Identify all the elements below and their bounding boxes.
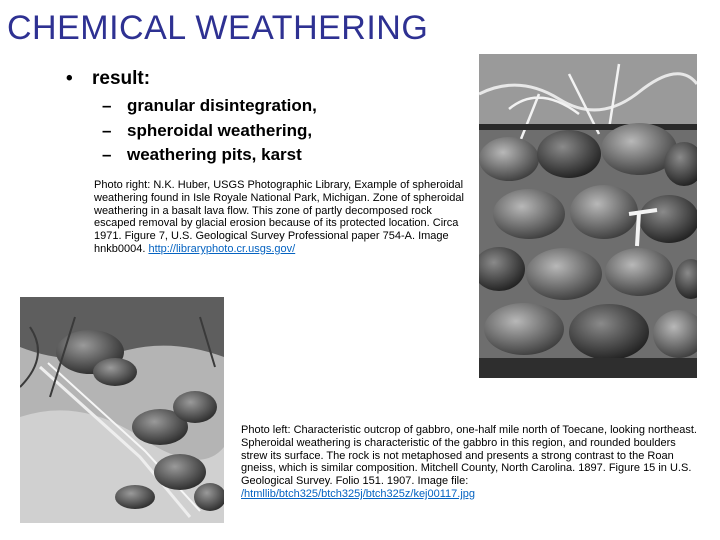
- bullet-result: [66, 68, 150, 90]
- sub-bullet-text: weathering pits, karst: [127, 145, 302, 164]
- caption-text: Photo right: N.K. Huber, USGS Photographic Library, Example of spheroidal weathering found in Isle Royale National Park, Michigan. Zone of spheroidal weathering in a basalt lava flow. This zone of partly decomposed rock escaped removal by glacial erosion because of its protected location. Circa 1971. Figure 7, U.S. Geological Survey Professional paper 754-A. Image hnkb0004.: [94, 179, 464, 255]
- dash-marker: –: [102, 120, 112, 140]
- gabbro-boulders-image: [20, 297, 224, 523]
- image-file-link[interactable]: /htmllib/btch325/btch325j/btch325z/kej00117.jpg: [241, 487, 476, 500]
- photo-left-caption: [241, 424, 701, 501]
- dash-marker: –: [102, 145, 112, 164]
- sub-bullet-item: [102, 145, 317, 170]
- sub-bullet-list: [102, 96, 317, 170]
- bullet-text: result:: [92, 68, 151, 89]
- sub-bullet-text: spheroidal weathering,: [127, 120, 313, 140]
- gabbro-outcrop-photo: [20, 297, 224, 523]
- photo-right-caption: [94, 179, 469, 256]
- basalt-outcrop-image: [479, 54, 697, 378]
- dash-marker: –: [102, 96, 112, 115]
- sub-bullet-item: [102, 121, 317, 146]
- bullet-marker: •: [66, 68, 73, 89]
- slide-title: CHEMICAL WEATHERING: [7, 9, 429, 47]
- spheroidal-weathering-photo: [479, 54, 697, 378]
- usgs-library-link[interactable]: http://libraryphoto.cr.usgs.gov/: [148, 242, 296, 255]
- sub-bullet-item: [102, 96, 317, 121]
- caption-text: Photo left: Characteristic outcrop of gabbro, one-half mile north of Toecane, looking northeast. Spheroidal weathering is characteristic of the gabbro in this region, and rounded boulders strew its surface. The rock is not metaphosed and presents a strong contrast to the Roan gneiss, which is similar composition. Mitchell County, North Carolina. 1897. Figure 15 in U.S. Geological Survey. Folio 151. 1907. Image file:: [241, 424, 697, 488]
- sub-bullet-text: granular disintegration,: [127, 96, 317, 115]
